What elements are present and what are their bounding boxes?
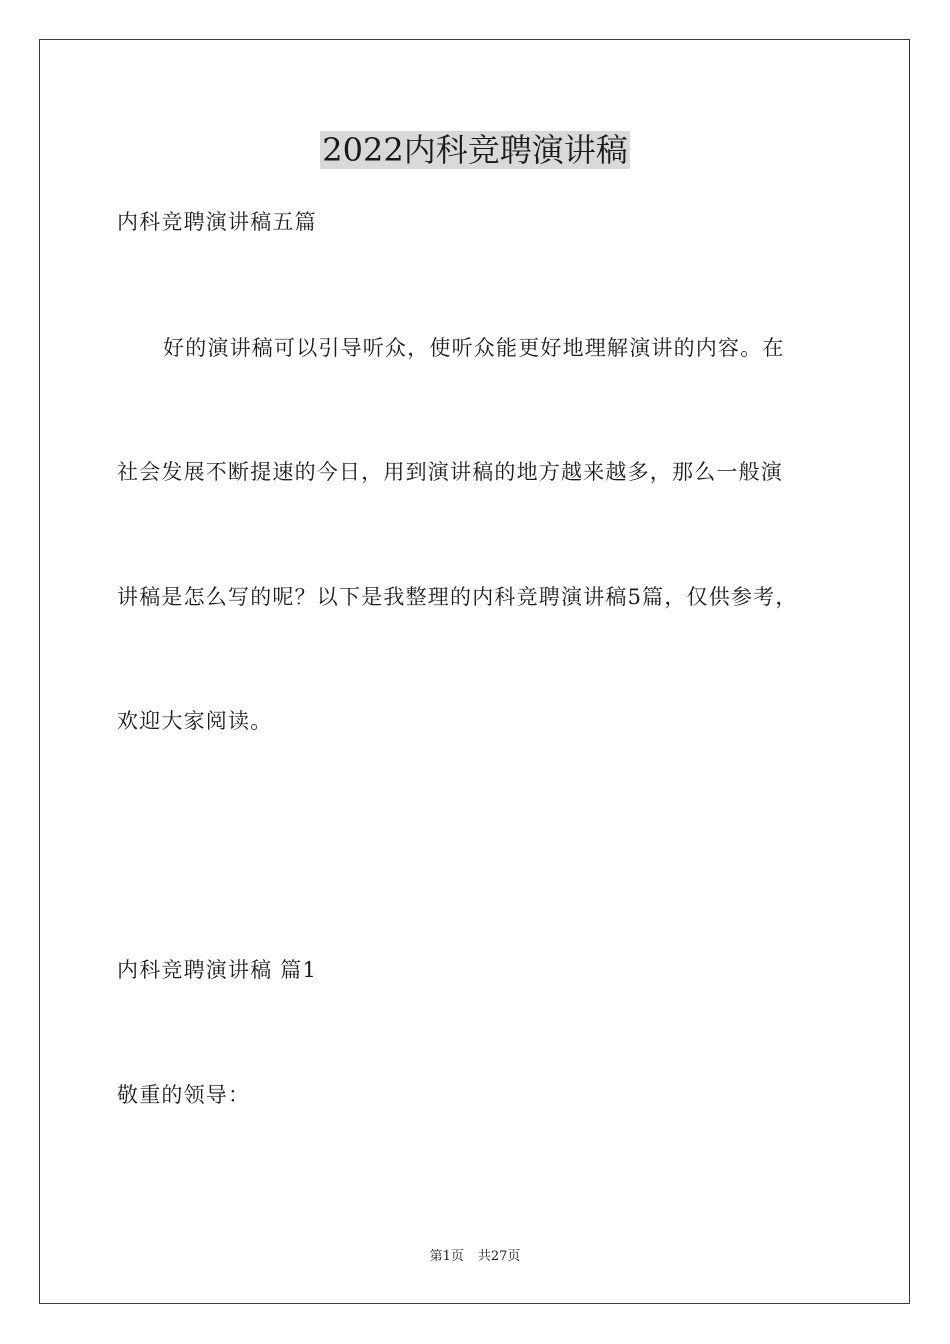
page-number: 第1页: [429, 1249, 464, 1264]
intro-line-3: 讲稿是怎么写的呢？以下是我整理的内科竞聘演讲稿5篇，仅供参考，: [117, 585, 798, 609]
intro-line-2: 社会发展不断提速的今日，用到演讲稿的地方越来越多，那么一般演: [117, 460, 783, 484]
document-subtitle: 内科竞聘演讲稿五篇: [117, 210, 317, 234]
page-footer: [0, 1248, 950, 1266]
section-heading: 内科竞聘演讲稿 篇1: [117, 958, 318, 982]
intro-line-4: 欢迎大家阅读。: [117, 709, 273, 733]
salutation: 敬重的领导：: [117, 1083, 251, 1107]
total-pages: 共27页: [477, 1249, 521, 1264]
document-title-text: 2022内科竞聘演讲稿: [322, 131, 628, 169]
intro-line-1: 好的演讲稿可以引导听众，使听众能更好地理解演讲的内容。在: [163, 336, 785, 360]
document-title: [0, 128, 950, 172]
